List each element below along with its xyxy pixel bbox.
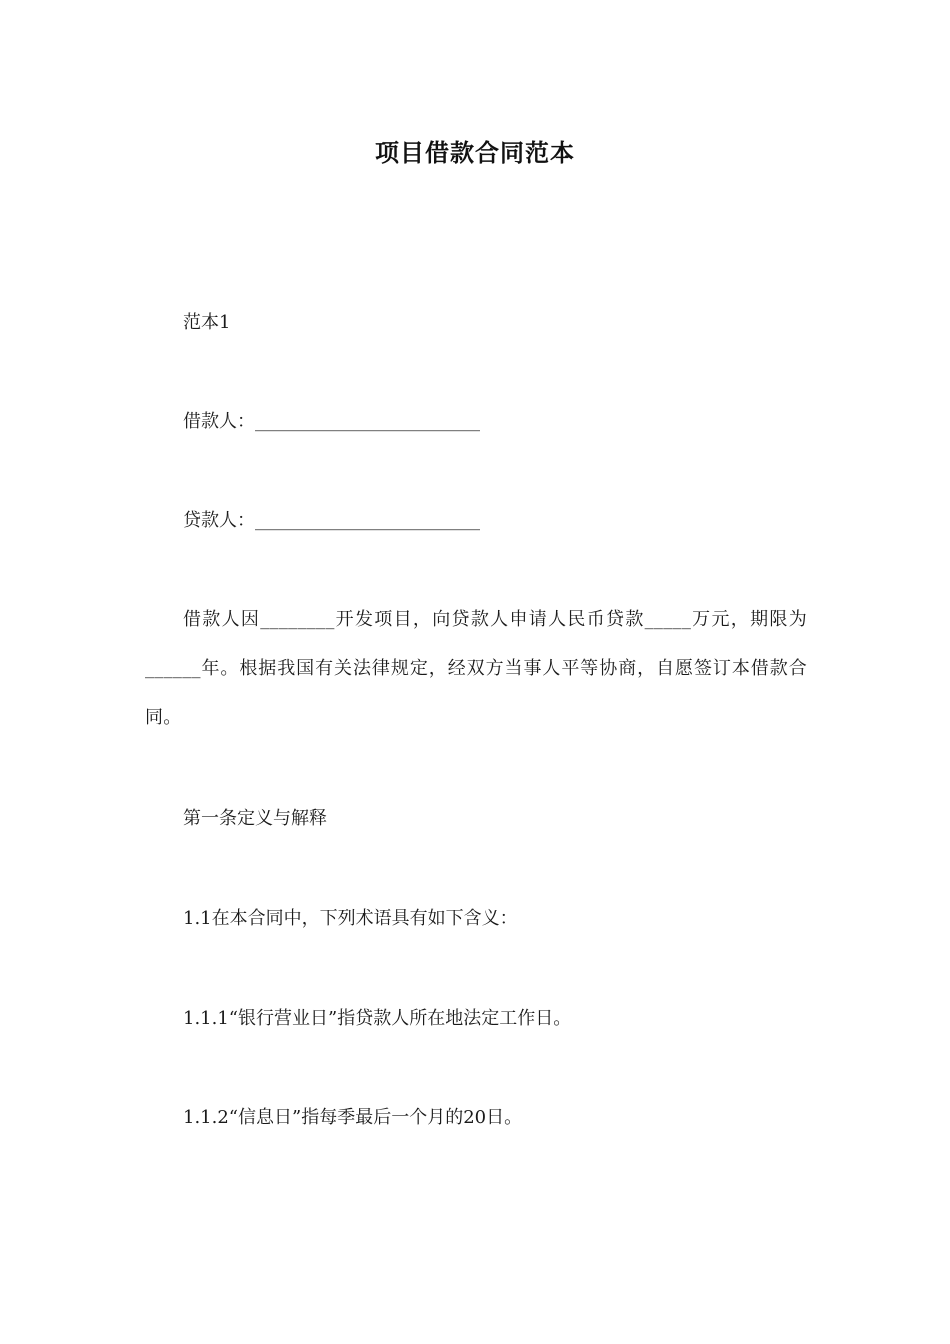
clause-1-1-2: 1.1.2“信息日”指每季最后一个月的20日。 [183,1107,523,1128]
intro-paragraph: 借款人因________开发项目，向贷款人申请人民币贷款_____万元，期限为______年。根据我国有关法律规定，经双方当事人平等协商，自愿签订本借款合同。 [145,609,807,728]
borrower-line: 借款人：_________________________ [183,411,480,432]
sample-label: 范本1 [183,312,231,333]
lender-line: 贷款人：_________________________ [183,510,480,531]
clause-1-1-1: 1.1.1“银行营业日”指贷款人所在地法定工作日。 [183,1008,572,1029]
clause-1-1: 1.1在本合同中，下列术语具有如下含义： [183,908,518,929]
article-1-heading: 第一条定义与解释 [183,808,327,829]
document-title: 项目借款合同范本 [375,139,575,167]
